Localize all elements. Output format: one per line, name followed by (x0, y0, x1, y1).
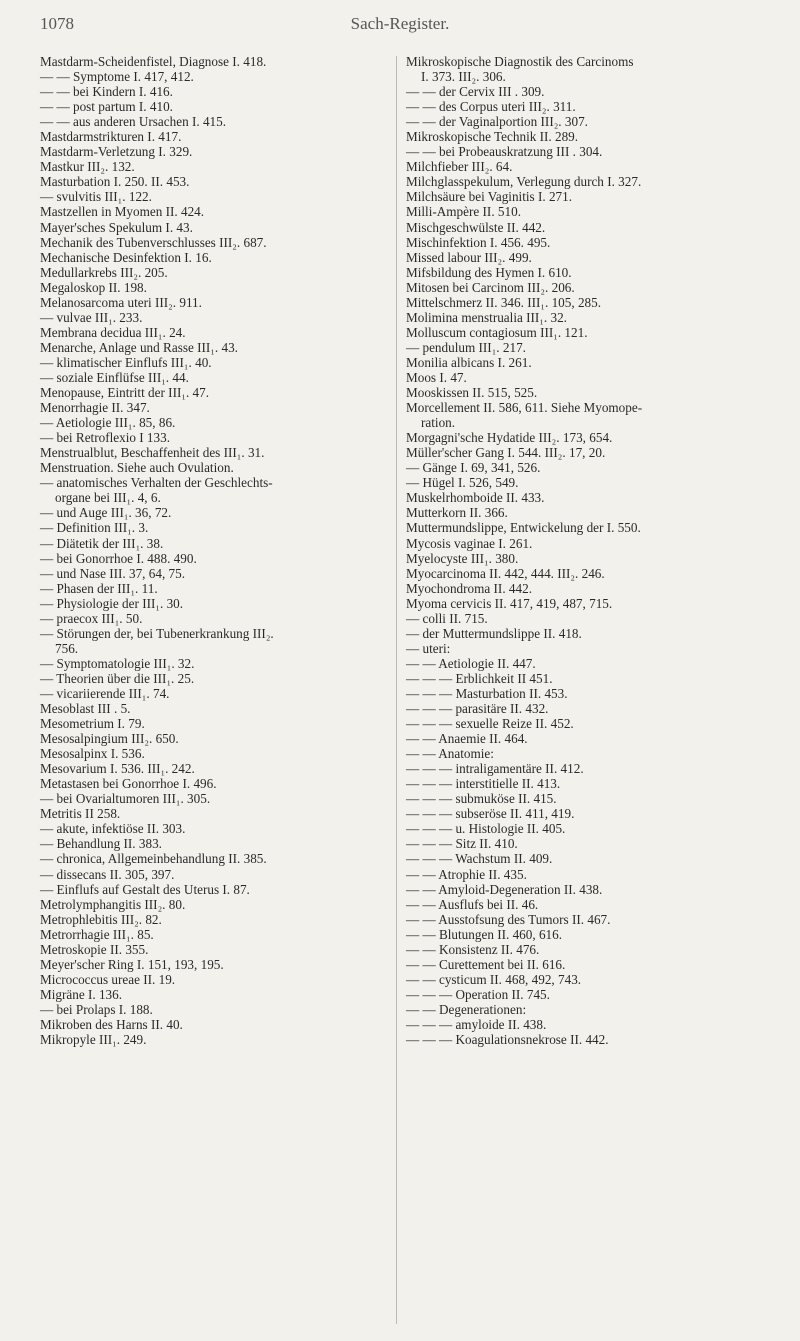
index-entry: Mutterkorn II. 366. (406, 505, 508, 521)
index-entry: Melanosarcoma uteri III₂. 911. (40, 294, 202, 310)
index-entry: — — — Erblichkeit II 451. (406, 670, 553, 686)
index-entry: — — — Operation II. 745. (406, 986, 550, 1002)
index-entry: Mitosen bei Carcinom III₂. 206. (406, 279, 575, 295)
index-entry: — — Blutungen II. 460, 616. (406, 926, 563, 942)
index-entry: Meyer'scher Ring I. 151, 193, 195. (40, 956, 224, 972)
index-entry: Muttermundslippe, Entwickelung der I. 550. (406, 520, 641, 536)
index-entry: Mikropyle III₁. 249. (40, 1032, 147, 1048)
index-entry: Moos I. 47. (406, 369, 467, 385)
index-entry: — — Atrophie II. 435. (406, 866, 527, 882)
index-entry: — der Muttermundslippe II. 418. (406, 625, 582, 641)
running-title: Sach-Register. (350, 14, 450, 33)
index-entry: Mischinfektion I. 456. 495. (406, 234, 551, 250)
index-entry: Milli-Ampère II. 510. (406, 204, 521, 220)
index-entry: Milchfieber III₂. 64. (406, 159, 513, 175)
index-entry: — — aus anderen Ursachen I. 415. (40, 114, 227, 130)
index-entry: — Definition III₁. 3. (40, 520, 149, 536)
index-column-right (406, 54, 778, 1047)
index-entry: — soziale Einflüfse III₁. 44. (40, 369, 189, 385)
index-entry: — — — sexuelle Reize II. 452. (406, 716, 574, 732)
index-entry: — — Anaemie II. 464. (406, 731, 528, 747)
index-entry: — Phasen der III₁. 11. (40, 580, 158, 596)
index-entry: Menarche, Anlage und Rasse III₁. 43. (40, 339, 238, 355)
index-entry: — Physiologie der III₁. 30. (40, 595, 184, 611)
index-entry: organe bei III₁. 4, 6. (55, 490, 161, 506)
index-entry: — akute, infektiöse II. 303. (40, 821, 186, 837)
index-entry: — — Curettement bei II. 616. (406, 956, 566, 972)
index-entry: Metastasen bei Gonorrhoe I. 496. (40, 776, 217, 792)
index-entry: Molluscum contagiosum III₁. 121. (406, 324, 588, 340)
index-entry: — — Degenerationen: (406, 1001, 527, 1017)
index-entry: — Einflufs auf Gestalt des Uterus I. 87. (40, 881, 250, 897)
index-entry: — — Ausflufs bei II. 46. (406, 896, 539, 912)
index-entry: — Gänge I. 69, 341, 526. (406, 460, 541, 476)
index-entry: Menstruation. Siehe auch Ovulation. (40, 460, 234, 476)
index-entry: — — — submuköse II. 415. (406, 791, 557, 807)
index-entry: ration. (421, 415, 456, 431)
index-entry: — — — parasitäre II. 432. (406, 701, 549, 717)
index-entry: — klimatischer Einflufs III₁. 40. (40, 354, 212, 370)
index-entry: — — Anatomie: (406, 746, 494, 762)
index-entry: Mesosalpinx I. 536. (40, 746, 145, 762)
index-entry: — — — subseröse II. 411, 419. (406, 806, 575, 822)
index-entry: Megaloskop II. 198. (40, 279, 147, 295)
index-entry: Metritis II 258. (40, 806, 121, 822)
index-entry: — — — u. Histologie II. 405. (406, 821, 566, 837)
index-entry: — — Konsistenz II. 476. (406, 941, 540, 957)
index-entry: Metroskopie II. 355. (40, 941, 149, 957)
index-entry: — svulvitis III₁. 122. (40, 189, 152, 205)
index-entry: — vicariierende III₁. 74. (40, 685, 170, 701)
index-entry: Mooskissen II. 515, 525. (406, 385, 538, 401)
page-header (0, 14, 800, 38)
index-entry: Mastzellen in Myomen II. 424. (40, 204, 205, 220)
index-entry: — chronica, Allgemeinbehandlung II. 385. (40, 851, 267, 867)
index-entry: Metrolymphangitis III₂. 80. (40, 896, 186, 912)
index-entry: Menopause, Eintritt der III₁. 47. (40, 385, 210, 401)
index-entry: Monilia albicans I. 261. (406, 354, 532, 370)
index-entry: Mastdarm-Scheidenfistel, Diagnose I. 418. (40, 54, 267, 69)
index-entry: — dissecans II. 305, 397. (40, 866, 175, 882)
index-entry: Metrorrhagie III₁. 85. (40, 926, 154, 942)
index-entry: — — bei Probeauskratzung III . 304. (406, 144, 603, 160)
index-entry: Myocarcinoma II. 442, 444. III₂. 246. (406, 565, 605, 581)
index-entry: — Theorien über die III₁. 25. (40, 670, 195, 686)
index-entry: — und Auge III₁. 36, 72. (40, 505, 172, 521)
index-entry: — — der Vaginalportion III₂. 307. (406, 114, 588, 130)
index-entry: — bei Gonorrhoe I. 488. 490. (40, 550, 197, 566)
index-entry: — — Ausstofsung des Tumors II. 467. (406, 911, 611, 927)
index-entry: Myochondroma II. 442. (406, 580, 532, 596)
index-entry: — — der Cervix III . 309. (406, 84, 545, 100)
index-entry: Mechanik des Tubenverschlusses III₂. 687. (40, 234, 267, 250)
index-entry: — — Amyloid-Degeneration II. 438. (406, 881, 603, 897)
index-entry: — Behandlung II. 383. (40, 836, 162, 852)
index-entry: — — Aetiologie II. 447. (406, 655, 536, 671)
index-entry: Myoma cervicis II. 417, 419, 487, 715. (406, 595, 613, 611)
index-entry: Medullarkrebs III₂. 205. (40, 264, 168, 280)
index-entry: Mikroben des Harns II. 40. (40, 1017, 183, 1032)
index-entry: Morcellement II. 586, 611. Siehe Myomope- (406, 400, 643, 416)
index-entry: Mesoblast III . 5. (40, 701, 131, 717)
index-entry: — vulvae III₁. 233. (40, 309, 143, 325)
index-column-left (40, 54, 380, 1047)
index-entry: — Hügel I. 526, 549. (406, 475, 519, 491)
index-entry: 756. (55, 640, 79, 656)
index-entry: — — Symptome I. 417, 412. (40, 69, 194, 85)
index-entry: — — — amyloide II. 438. (406, 1017, 547, 1032)
index-entry: — Störungen der, bei Tubenerkrankung III₂. (40, 625, 274, 641)
index-entry: — — bei Kindern I. 416. (40, 84, 173, 100)
index-entry: — anatomisches Verhalten der Geschlechts- (40, 475, 273, 491)
index-entry: Milchsäure bei Vaginitis I. 271. (406, 189, 573, 205)
index-entry: I. 373. III₂. 306. (421, 69, 506, 85)
index-entry: Migräne I. 136. (40, 986, 123, 1002)
index-entry: Metrophlebitis III₂. 82. (40, 911, 162, 927)
index-entry: — Diätetik der III₁. 38. (40, 535, 164, 551)
index-entry: Mayer'sches Spekulum I. 43. (40, 219, 193, 235)
index-entry: Menorrhagie II. 347. (40, 400, 150, 416)
index-entry: — — — Sitz II. 410. (406, 836, 518, 852)
index-entry: Mischgeschwülste II. 442. (406, 219, 546, 235)
index-entry: — — — Wachstum II. 409. (406, 851, 553, 867)
index-entry: — pendulum III₁. 217. (406, 339, 526, 355)
index-entry: Micrococcus ureae II. 19. (40, 971, 176, 987)
index-entry: Milchglasspekulum, Verlegung durch I. 327. (406, 174, 642, 190)
index-entry: — colli II. 715. (406, 610, 488, 626)
index-entry: — — — Koagulationsnekrose II. 442. (406, 1032, 609, 1048)
index-entry: Missed labour III₂. 499. (406, 249, 532, 265)
index-entry: Mittelschmerz II. 346. III₁. 105, 285. (406, 294, 602, 310)
page-number: 1078 (40, 14, 74, 33)
index-entry: — Symptomatologie III₁. 32. (40, 655, 195, 671)
index-entry: — und Nase III. 37, 64, 75. (40, 565, 186, 581)
index-entry: Muskelrhomboide II. 433. (406, 490, 545, 506)
index-entry: — — cysticum II. 468, 492, 743. (406, 971, 582, 987)
index-entry: — — post partum I. 410. (40, 99, 173, 115)
index-entry: Membrana decidua III₁. 24. (40, 324, 186, 340)
index-entry: Mesovarium I. 536. III₁. 242. (40, 761, 195, 777)
index-entry: — bei Retroflexio I 133. (40, 430, 171, 446)
index-entry: Molimina menstrualia III₁. 32. (406, 309, 567, 325)
index-entry: Myelocyste III₁. 380. (406, 550, 519, 566)
index-entry: Mikroskopische Diagnostik des Carcinoms (406, 54, 634, 69)
index-entry: — praecox III₁. 50. (40, 610, 143, 626)
index-entry: — bei Prolaps I. 188. (40, 1001, 153, 1017)
index-entry: Mikroskopische Technik II. 289. (406, 129, 579, 145)
index-entry: — Aetiologie III₁. 85, 86. (40, 415, 176, 431)
index-entry: Mesometrium I. 79. (40, 716, 145, 732)
index-entry: — — — Masturbation II. 453. (406, 685, 568, 701)
index-entry: — bei Ovarialtumoren III₁. 305. (40, 791, 211, 807)
index-entry: Mechanische Desinfektion I. 16. (40, 249, 212, 265)
index-entry: — — — intraligamentäre II. 412. (406, 761, 584, 777)
index-entry: — — des Corpus uteri III₂. 311. (406, 99, 576, 115)
column-divider (396, 56, 397, 1324)
index-entry: Mastdarmstrikturen I. 417. (40, 129, 182, 145)
index-entry: Müller'scher Gang I. 544. III₂. 17, 20. (406, 445, 606, 461)
index-entry: Menstrualblut, Beschaffenheit des III₁. 31. (40, 445, 265, 461)
index-entry: — — — interstitielle II. 413. (406, 776, 561, 792)
index-entry: Mycosis vaginae I. 261. (406, 535, 533, 551)
index-entry: — uteri: (406, 640, 451, 656)
index-entry: Mifsbildung des Hymen I. 610. (406, 264, 572, 280)
index-entry: Masturbation I. 250. II. 453. (40, 174, 190, 190)
index-entry: Mastdarm-Verletzung I. 329. (40, 144, 193, 160)
index-entry: Mesosalpingium III₂. 650. (40, 731, 179, 747)
index-entry: Mastkur III₂. 132. (40, 159, 135, 175)
index-entry: Morgagni'sche Hydatide III₂. 173, 654. (406, 430, 613, 446)
